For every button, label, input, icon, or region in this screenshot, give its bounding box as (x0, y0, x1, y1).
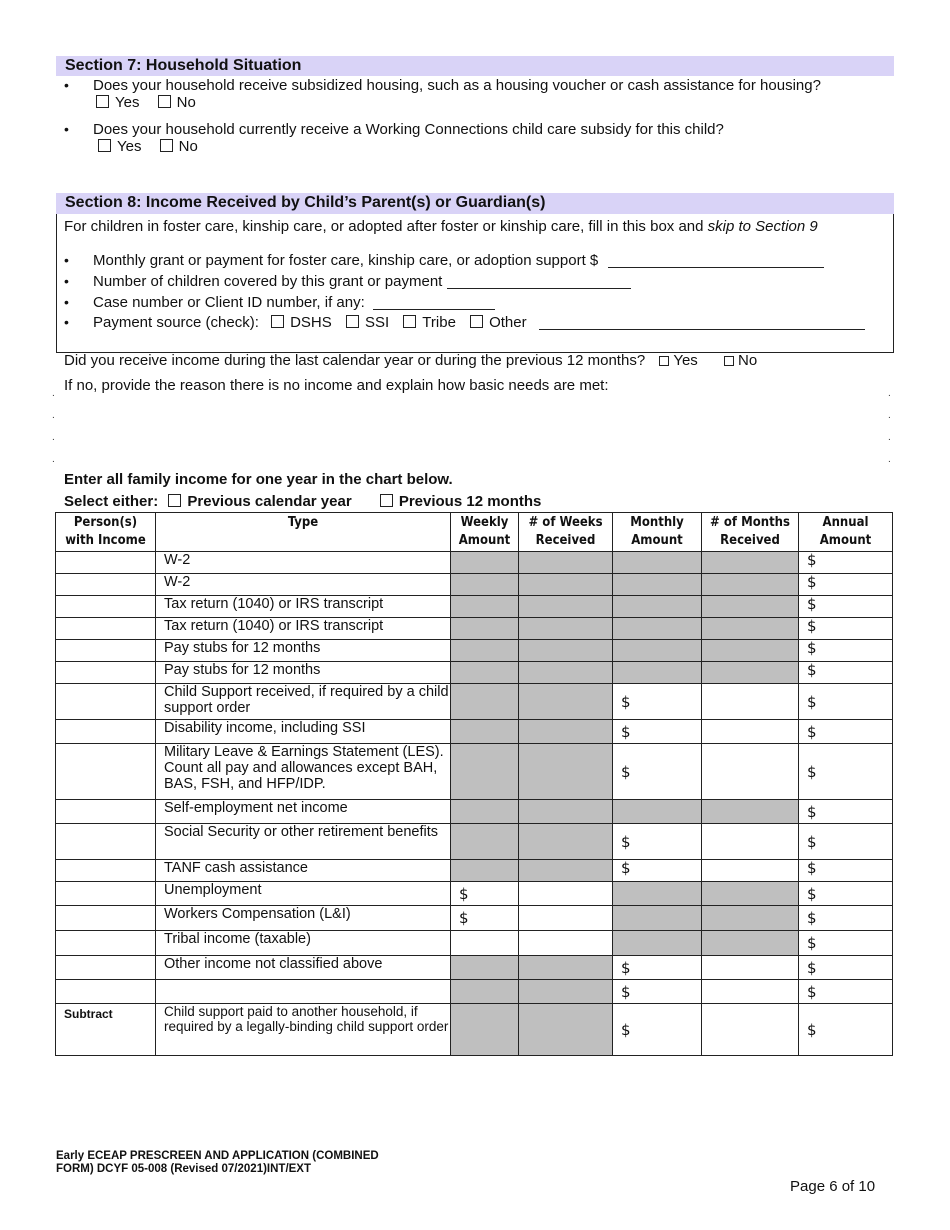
table-row: Tax return (1040) or IRS transcript $ (56, 618, 893, 640)
table-row: Pay stubs for 12 months $ (56, 662, 893, 684)
table-row: Self-employment net income $ (56, 800, 893, 824)
table-row: Workers Compensation (L&I) $ $ (56, 906, 893, 931)
payment-source-row: • Payment source (check): DSHS SSI Tribe Other (64, 313, 865, 332)
no-income-prompt: If no, provide the reason there is no income and explain how basic needs are met: (64, 377, 609, 394)
previous-calendar-year-option[interactable]: Previous calendar year (168, 493, 351, 510)
table-row-subtract: Subtract Child support paid to another household, if required by a legally-binding child support order $ $ (56, 1004, 893, 1056)
bullet: • (64, 77, 69, 93)
income-no-option[interactable]: No (724, 352, 757, 369)
q1-no-option[interactable]: No (158, 94, 196, 112)
table-row: W-2 $ (56, 552, 893, 574)
source-ssi[interactable]: SSI (346, 314, 389, 331)
col-header-months: # of Months Received (702, 513, 799, 552)
table-row: Pay stubs for 12 months $ (56, 640, 893, 662)
case-number-field[interactable] (373, 296, 495, 310)
checkbox[interactable] (271, 315, 284, 328)
checkbox[interactable] (659, 356, 669, 366)
checkbox[interactable] (168, 494, 181, 507)
page-number: Page 6 of 10 (790, 1178, 876, 1195)
table-row: TANF cash assistance $ $ (56, 860, 893, 882)
previous-12-months-option[interactable]: Previous 12 months (380, 493, 542, 510)
q1-yes-option[interactable]: Yes (96, 94, 139, 112)
table-row: Other income not classified above $ $ (56, 956, 893, 980)
section-7-heading: Section 7: Household Situation (56, 56, 894, 76)
case-number-row: • Case number or Client ID number, if any: (64, 293, 495, 312)
question-text: Does your household currently receive a Working Connections child care subsidy for this child? (93, 121, 724, 138)
table-row: Social Security or other retirement benefits $ $ (56, 824, 893, 860)
table-row: Unemployment $ $ (56, 882, 893, 906)
section-7-q1-options (96, 94, 210, 112)
income-yes-option[interactable]: Yes (659, 352, 697, 369)
table-row: Child Support received, if required by a child support order $ $ (56, 684, 893, 720)
q2-no-option[interactable]: No (160, 138, 198, 156)
source-dshs[interactable]: DSHS (271, 314, 332, 331)
foster-care-intro: For children in foster care, kinship care, or adopted after foster or kinship care, fill in this box and skip to Section 9 (64, 218, 818, 235)
section-7-q2-options (98, 138, 212, 156)
form-identifier: Early ECEAP PRESCREEN AND APPLICATION (COMBINED FORM) DCYF 05-008 (Revised 07/2021)INT/EXT (56, 1150, 379, 1175)
col-header-type: Type (156, 513, 451, 552)
table-row: W-2 $ (56, 574, 893, 596)
table-header-row (56, 513, 893, 552)
section-7-question-1 (64, 76, 821, 95)
checkbox[interactable] (346, 315, 359, 328)
checkbox[interactable] (724, 356, 734, 366)
q2-yes-option[interactable]: Yes (98, 138, 141, 156)
table-row: Disability income, including SSI $ $ (56, 720, 893, 744)
checkbox[interactable] (96, 95, 109, 108)
children-covered-row: • Number of children covered by this grant or payment (64, 272, 631, 291)
no-income-explanation-area[interactable] (56, 392, 892, 464)
checkbox[interactable] (160, 139, 173, 152)
col-header-annual: Annual Amount (799, 513, 893, 552)
enter-income-instruction: Enter all family income for one year in the chart below. (64, 471, 453, 488)
section-8-heading: Section 8: Income Received by Child’s Parent(s) or Guardian(s) (56, 193, 894, 214)
table-row: Tribal income (taxable) $ (56, 931, 893, 956)
table-row: Military Leave & Earnings Statement (LES). Count all pay and allowances except BAH, BAS, FSH, and HFP/IDP. $ $ (56, 744, 893, 800)
question-text: Does your household receive subsidized housing, such as a housing voucher or cash assistance for housing? (93, 77, 821, 94)
checkbox[interactable] (403, 315, 416, 328)
col-header-monthly: Monthly Amount (613, 513, 702, 552)
checkbox[interactable] (158, 95, 171, 108)
section-7-question-2 (64, 120, 724, 139)
bullet: • (64, 121, 69, 137)
table-row: $ $ (56, 980, 893, 1004)
other-source-field[interactable] (539, 316, 865, 330)
period-select: Select either: Previous calendar year Previous 12 months (64, 493, 542, 510)
col-header-person: Person(s) with Income (56, 513, 156, 552)
col-header-weekly: Weekly Amount (451, 513, 519, 552)
col-header-weeks: # of Weeks Received (519, 513, 613, 552)
children-covered-field[interactable] (447, 275, 631, 289)
income-table (55, 512, 893, 1056)
income-question: Did you receive income during the last calendar year or during the previous 12 months? Yes No (64, 352, 758, 369)
checkbox[interactable] (380, 494, 393, 507)
checkbox[interactable] (98, 139, 111, 152)
grant-amount-row: • Monthly grant or payment for foster care, kinship care, or adoption support $ (64, 251, 824, 270)
source-other[interactable]: Other (470, 314, 527, 331)
grant-amount-field[interactable] (608, 254, 824, 268)
checkbox[interactable] (470, 315, 483, 328)
source-tribe[interactable]: Tribe (403, 314, 456, 331)
table-row: Tax return (1040) or IRS transcript $ (56, 596, 893, 618)
